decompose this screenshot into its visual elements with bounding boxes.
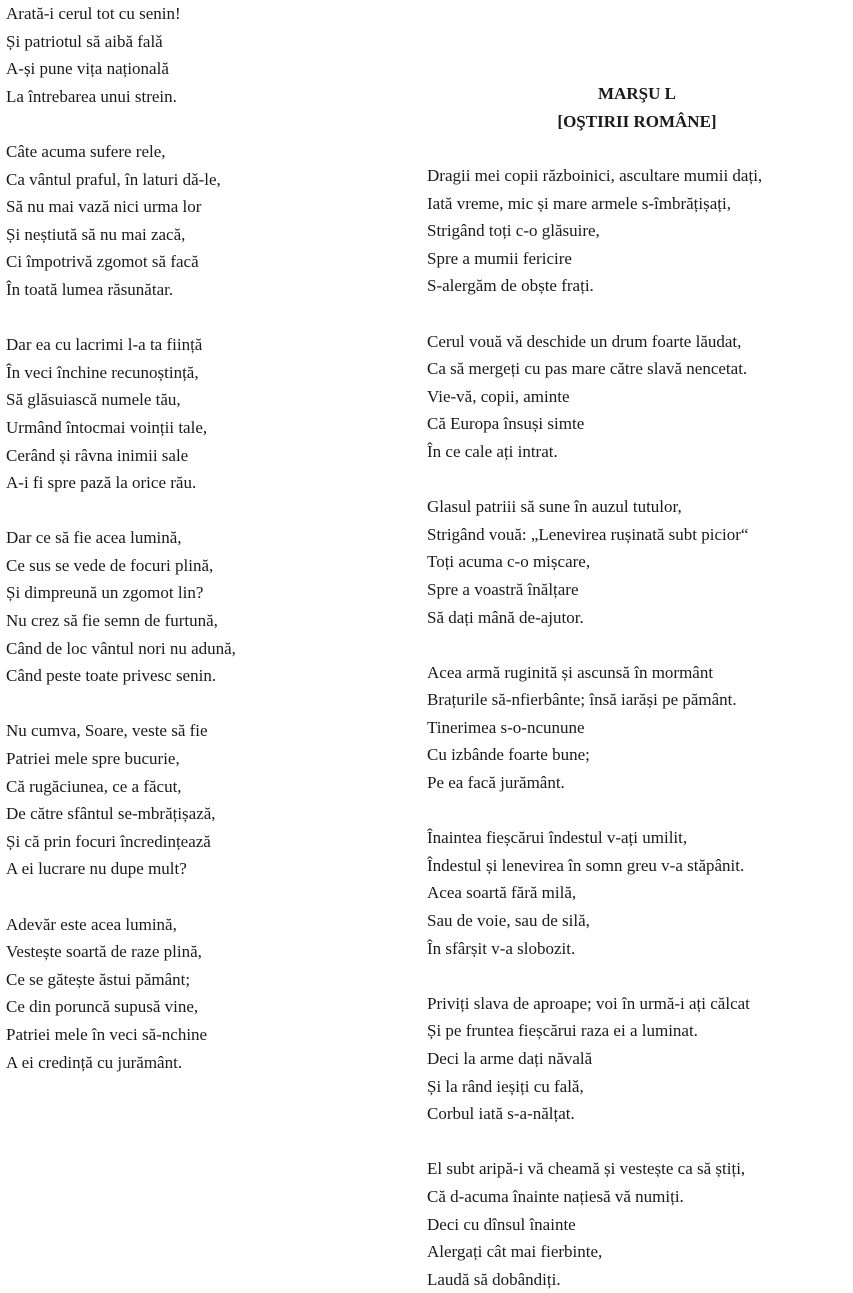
poem-line: A ei lucrare nu dupe mult? <box>6 859 187 879</box>
poem-title-line-2: [OŞTIRII ROMÂNE] <box>557 111 717 131</box>
poem-line: Câte acuma sufere rele, <box>6 141 166 161</box>
poem-line: Că Europa însuși simte <box>427 414 585 434</box>
poem-line: Alergați cât mai fierbinte, <box>427 1242 603 1262</box>
left-stanza-2 <box>6 138 406 304</box>
poem-line: Ce din poruncă supusă vine, <box>6 997 199 1017</box>
poem-line: Că rugăciunea, ce a făcut, <box>6 776 182 796</box>
poem-line: Sau de voie, sau de silă, <box>427 911 590 931</box>
right-stanza-1 <box>427 162 847 300</box>
poem-line: Brațurile să-nfierbânte; însă iarăși pe pământ. <box>427 690 737 710</box>
poem-line: În veci închine recunoștință, <box>6 362 199 382</box>
poem-line: A ei credință cu jurământ. <box>6 1052 183 1072</box>
poem-line: Nu crez să fie semn de furtună, <box>6 611 218 631</box>
poem-line: A-și pune vița națională <box>6 59 169 79</box>
poem-line: A-i fi spre pază la orice rău. <box>6 473 197 493</box>
poem-line: În ce cale ați intrat. <box>427 441 558 461</box>
poem-line: Vie-vă, copii, aminte <box>427 386 570 406</box>
poem-line: Priviți slava de aproape; voi în urmă-i ați călcat <box>427 993 750 1013</box>
poem-line: Și că prin focuri încredințează <box>6 831 211 851</box>
right-stanza-7 <box>427 1155 847 1293</box>
right-stanza-4 <box>427 659 847 797</box>
poem-line: Deci cu dînsul înainte <box>427 1214 576 1234</box>
poem-line: Și dimpreună un zgomot lin? <box>6 583 204 603</box>
right-stanza-3 <box>427 493 847 631</box>
right-stanza-2 <box>427 328 847 466</box>
poem-line: Cerând și râvna inimii sale <box>6 445 189 465</box>
poem-line: Ce sus se vede de focuri plină, <box>6 555 214 575</box>
poem-line: La întrebarea unui strein. <box>6 86 177 106</box>
poem-line: Acea armă ruginită și ascunsă în mormânt <box>427 662 714 682</box>
left-poem-column <box>6 0 406 1076</box>
poem-line: Ca să mergeți cu pas mare către slavă nencetat. <box>427 359 748 379</box>
poem-line: Să glăsuiască numele tău, <box>6 390 181 410</box>
left-stanza-1 <box>6 0 406 110</box>
poem-line: Și patriotul să aibă falǎ <box>6 31 163 51</box>
poem-line: Strigând toți c-o glăsuire, <box>427 221 600 241</box>
poem-line: Adevăr este acea lumină, <box>6 914 177 934</box>
poem-line: Nu cumva, Soare, veste să fie <box>6 721 208 741</box>
poem-line: Acea soartă fără milă, <box>427 883 577 903</box>
poem-line: Când de loc vântul nori nu adună, <box>6 638 236 658</box>
left-stanza-6 <box>6 911 406 1077</box>
poem-line: Laudă să dobândiți. <box>427 1269 561 1289</box>
poem-line: Să nu mai vază nici urma lor <box>6 197 202 217</box>
poem-line: Spre a mumii fericire <box>427 248 572 268</box>
poem-line: El subt aripă-i vă cheamă și vestește ca să știți, <box>427 1159 746 1179</box>
poem-title <box>427 80 847 135</box>
poem-line: Strigând vouă: „Lenevirea rușinată subt picior“ <box>427 524 749 544</box>
poem-line: Cu izbânde foarte bune; <box>427 745 590 765</box>
poem-line: Iată vreme, mic și mare armele s-îmbrățișați, <box>427 193 731 213</box>
poem-title-line-1: MARŞU L <box>598 84 676 103</box>
poem-line: Patriei mele în veci să-nchine <box>6 1024 208 1044</box>
poem-line: Că d-acuma înainte națiesă vă numiți. <box>427 1186 684 1206</box>
poem-line: Înaintea fieșcărui îndestul v-ați umilit, <box>427 828 688 848</box>
poem-line: În toată lumea răsunătar. <box>6 279 174 299</box>
poem-line: Dar ea cu lacrimi l-a ta ființă <box>6 335 203 355</box>
left-stanza-5 <box>6 717 406 883</box>
poem-line: Patriei mele spre bucurie, <box>6 749 180 769</box>
poem-line: Și la rând ieșiți cu falǎ, <box>427 1076 584 1096</box>
poem-line: Urmând întocmai voinții tale, <box>6 417 208 437</box>
poem-line: De către sfântul se-mbrățișază, <box>6 804 216 824</box>
poem-line: Corbul iată s-a-nălțat. <box>427 1104 575 1124</box>
poem-line: Tinerimea s-o-ncunune <box>427 717 585 737</box>
poem-line: Vestește soartă de raze plină, <box>6 942 202 962</box>
poem-line: Cerul vouă vă deschide un drum foarte lăudat, <box>427 331 742 351</box>
poem-line: Îndestul și lenevirea în somn greu v-a stăpânit. <box>427 855 745 875</box>
poem-line: Ca vântul praful, în laturi dǎ-le, <box>6 169 221 189</box>
poem-line: Ce se gătește ăstui pământ; <box>6 969 191 989</box>
poem-line: În sfârșit v-a slobozit. <box>427 938 576 958</box>
poem-line: Și neștiută să nu mai zacă, <box>6 224 186 244</box>
left-stanza-3 <box>6 331 406 497</box>
poem-line: Pe ea facă jurământ. <box>427 773 565 793</box>
poem-line: Toți acuma c-o mișcare, <box>427 552 591 572</box>
poem-line: Arată-i cerul tot cu senin! <box>6 4 181 23</box>
poem-line: Dragii mei copii războinici, ascultare mumii dați, <box>427 166 763 185</box>
poem-line: Spre a voastră înălțare <box>427 579 579 599</box>
poem-line: Să dați mână de-ajutor. <box>427 607 584 627</box>
poem-line: Glasul patriii să sune în auzul tutulor, <box>427 497 682 517</box>
poem-line: Dar ce să fie acea lumină, <box>6 528 182 548</box>
poem-line: Ci împotrivă zgomot să facă <box>6 252 199 272</box>
poem-line: Deci la arme dați năvală <box>427 1049 593 1068</box>
left-stanza-4 <box>6 524 406 690</box>
right-poem-column <box>427 162 847 1293</box>
poem-line: Când peste toate privesc senin. <box>6 666 217 686</box>
right-stanza-6 <box>427 990 847 1128</box>
poem-line: S-alergăm de obște frați. <box>427 276 594 296</box>
poem-line: Și pe fruntea fieșcărui raza ei a luminat. <box>427 1021 698 1041</box>
right-stanza-5 <box>427 824 847 962</box>
